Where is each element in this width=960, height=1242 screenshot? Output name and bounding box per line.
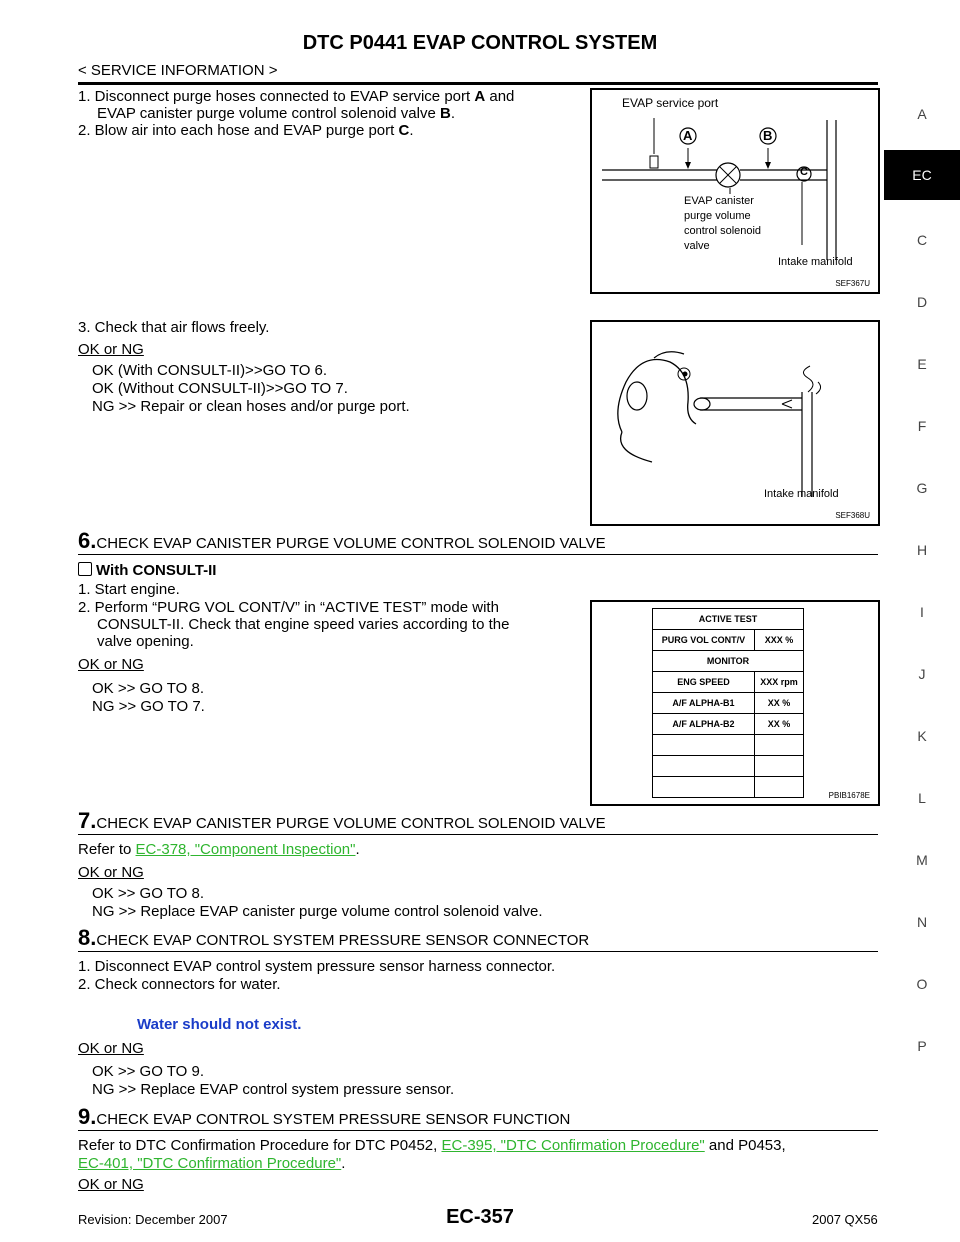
ok-or-ng-heading: OK or NG	[78, 341, 144, 358]
step-rule	[78, 1130, 878, 1131]
side-tab[interactable]: F	[917, 418, 927, 434]
step6-item2: 2. Perform “PURG VOL CONT/V” in “ACTIVE TEST” mode with	[78, 599, 499, 616]
side-tab[interactable]: A	[917, 106, 927, 122]
result-line: OK >> GO TO 8.	[92, 680, 204, 697]
ok-or-ng-heading: OK or NG	[78, 864, 144, 881]
label-b: B	[763, 128, 773, 143]
table-cell	[754, 777, 803, 798]
label-c: C	[800, 166, 808, 178]
step5-item1: 1. Disconnect purge hoses connected to EVAP service port A and	[78, 88, 515, 105]
step-rule	[78, 951, 878, 952]
figure-code: SEF368U	[835, 511, 870, 520]
ok-or-ng-heading: OK or NG	[78, 656, 144, 673]
step-9-heading: 9.CHECK EVAP CONTROL SYSTEM PRESSURE SENSOR FUNCTION	[78, 1104, 571, 1129]
side-tab[interactable]: P	[917, 1038, 927, 1054]
side-tab[interactable]: O	[916, 976, 928, 992]
side-tab[interactable]: L	[918, 790, 926, 806]
result-line: OK >> GO TO 9.	[92, 1063, 204, 1080]
side-tab[interactable]: N	[916, 914, 928, 930]
step9-refer-cont: EC-401, "DTC Confirmation Procedure".	[78, 1155, 346, 1172]
step-8-heading: 8.CHECK EVAP CONTROL SYSTEM PRESSURE SENSOR CONNECTOR	[78, 925, 590, 950]
side-tab[interactable]: C	[916, 232, 928, 248]
consult-icon	[78, 562, 92, 576]
step9-refer: Refer to DTC Confirmation Procedure for DTC P0452, EC-395, "DTC Confirmation Procedure" and P0453,	[78, 1137, 786, 1154]
side-tab[interactable]: D	[916, 294, 928, 310]
step5-item2: 2. Blow air into each hose and EVAP purge port C.	[78, 122, 414, 139]
table-cell	[653, 777, 755, 798]
label-manifold: Intake manifold	[778, 256, 853, 268]
table-cell: XX %	[754, 714, 803, 735]
table-cell: ACTIVE TEST	[653, 609, 804, 630]
result-line: NG >> Replace EVAP canister purge volume control solenoid valve.	[92, 903, 543, 920]
step8-item2: 2. Check connectors for water.	[78, 976, 281, 993]
figure-code: PBIB1678E	[828, 791, 870, 800]
label-valve: EVAP canister purge volume control solenoid valve	[684, 195, 762, 252]
footer-page-number: EC-357	[446, 1206, 514, 1228]
table-cell: XX %	[754, 693, 803, 714]
table-cell	[754, 756, 803, 777]
side-tab[interactable]: I	[920, 604, 924, 620]
step-rule	[78, 834, 878, 835]
side-tab-active[interactable]: EC	[884, 150, 960, 200]
section-subtitle: < SERVICE INFORMATION >	[78, 62, 278, 79]
step8-item1: 1. Disconnect EVAP control system pressure sensor harness connector.	[78, 958, 556, 975]
step6-item1: 1. Start engine.	[78, 581, 180, 598]
table-cell	[754, 735, 803, 756]
result-line: NG >> GO TO 7.	[92, 698, 205, 715]
table-cell: XXX rpm	[754, 672, 803, 693]
footer-model: 2007 QX56	[812, 1212, 878, 1227]
result-line: NG >> Replace EVAP control system pressure sensor.	[92, 1081, 455, 1098]
reference-link[interactable]: EC-378, "Component Inspection"	[135, 841, 356, 858]
side-tab[interactable]: E	[917, 356, 927, 372]
figure-evap-hoses	[590, 88, 880, 294]
label-manifold: Intake manifold	[764, 488, 839, 500]
label-service-port: EVAP service port	[622, 96, 719, 110]
result-line: OK (With CONSULT-II)>>GO TO 6.	[92, 362, 328, 379]
reference-link[interactable]: EC-395, "DTC Confirmation Procedure"	[441, 1137, 705, 1154]
side-tab[interactable]: M	[916, 852, 928, 868]
step6-item2-cont: CONSULT-II. Check that engine speed varies according to the	[97, 616, 510, 633]
ok-or-ng-heading: OK or NG	[78, 1176, 144, 1193]
table-cell: A/F ALPHA-B2	[653, 714, 755, 735]
reference-link[interactable]: EC-401, "DTC Confirmation Procedure"	[78, 1155, 342, 1172]
step-7-heading: 7.CHECK EVAP CANISTER PURGE VOLUME CONTROL SOLENOID VALVE	[78, 808, 606, 833]
figure-blow-air	[590, 320, 880, 526]
table-cell: ENG SPEED	[653, 672, 755, 693]
table-cell	[653, 756, 755, 777]
table-cell: A/F ALPHA-B1	[653, 693, 755, 714]
page-title: DTC P0441 EVAP CONTROL SYSTEM	[302, 32, 658, 54]
table-cell: XXX %	[754, 630, 803, 651]
active-test-table	[652, 608, 804, 798]
result-line: OK >> GO TO 8.	[92, 885, 204, 902]
figure-active-test	[590, 600, 880, 806]
note-water: Water should not exist.	[137, 1016, 302, 1033]
step-rule	[78, 554, 878, 555]
header-rule	[78, 82, 878, 85]
side-tab[interactable]: K	[917, 728, 927, 744]
ok-or-ng-heading: OK or NG	[78, 1040, 144, 1057]
side-tab[interactable]: J	[918, 666, 926, 682]
with-consult: With CONSULT-II	[78, 562, 216, 579]
table-cell: PURG VOL CONT/V	[653, 630, 755, 651]
step6-item2-cont: valve opening.	[97, 633, 194, 650]
step5-item1-cont: EVAP canister purge volume control solenoid valve B.	[97, 105, 455, 122]
side-tab[interactable]: H	[916, 542, 928, 558]
step-6-heading: 6.CHECK EVAP CANISTER PURGE VOLUME CONTROL SOLENOID VALVE	[78, 528, 606, 553]
step7-refer: Refer to EC-378, "Component Inspection".	[78, 841, 360, 858]
side-tab[interactable]: G	[916, 480, 928, 496]
result-line: OK (Without CONSULT-II)>>GO TO 7.	[92, 380, 348, 397]
label-a: A	[683, 128, 693, 143]
step5-item3: 3. Check that air flows freely.	[78, 319, 270, 336]
footer-revision: Revision: December 2007	[78, 1212, 228, 1227]
result-line: NG >> Repair or clean hoses and/or purge port.	[92, 398, 410, 415]
table-cell: MONITOR	[653, 651, 804, 672]
figure-code: SEF367U	[835, 279, 870, 288]
table-cell	[653, 735, 755, 756]
